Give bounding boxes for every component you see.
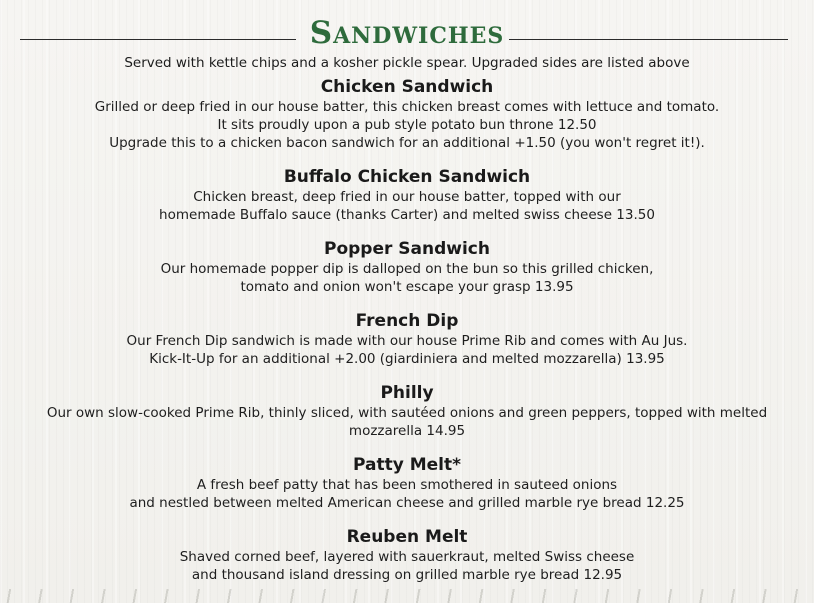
menu-item-description-line: homemade Buffalo sauce (thanks Carter) and melted swiss cheese 13.50 bbox=[159, 207, 655, 223]
menu-item-chicken-sandwich bbox=[0, 76, 814, 152]
menu-item-description-line: Grilled or deep fried in our house batter, this chicken breast comes with lettuce and tomato. bbox=[94, 99, 720, 115]
menu-item-popper-sandwich bbox=[0, 238, 814, 296]
menu-item-description-line: Kick-It-Up for an additional +2.00 (giardiniera and melted mozzarella) 13.95 bbox=[149, 351, 665, 367]
menu-item-name: Reuben Melt bbox=[346, 527, 468, 547]
menu-item-philly bbox=[0, 382, 814, 440]
menu-item-description-line: tomato and onion won't escape your grasp 13.95 bbox=[240, 279, 574, 295]
menu-item-description-line: mozzarella 14.95 bbox=[348, 423, 466, 439]
section-intro: Served with kettle chips and a kosher pickle spear. Upgraded sides are listed above bbox=[124, 55, 690, 71]
decorative-grass-border bbox=[0, 589, 814, 603]
menu-item-reuben-melt bbox=[0, 526, 814, 584]
menu-item-description-line: Our own slow-cooked Prime Rib, thinly sliced, with sautéed onions and green peppers, topped with melted bbox=[46, 405, 768, 421]
menu-item-name: Philly bbox=[380, 383, 434, 403]
menu-item-name: Buffalo Chicken Sandwich bbox=[283, 167, 531, 187]
menu-item-description-line: Upgrade this to a chicken bacon sandwich for an additional +1.50 (you won't regret it!). bbox=[109, 135, 705, 151]
section-header bbox=[0, 10, 814, 52]
section-title: Sandwiches bbox=[309, 15, 505, 51]
menu-item-description-line: It sits proudly upon a pub style potato bun throne 12.50 bbox=[217, 117, 597, 133]
menu-item-patty-melt bbox=[0, 454, 814, 512]
menu-item-description-line: A fresh beef patty that has been smothered in sauteed onions bbox=[196, 477, 618, 493]
menu-item-french-dip bbox=[0, 310, 814, 368]
header-rule-right bbox=[509, 39, 788, 40]
menu-item-description-line: Shaved corned beef, layered with sauerkraut, melted Swiss cheese bbox=[179, 549, 635, 565]
menu-item-name: French Dip bbox=[355, 311, 459, 331]
menu-item-name: Patty Melt* bbox=[352, 455, 462, 475]
menu-item-buffalo-chicken-sandwich bbox=[0, 166, 814, 224]
menu-item-description-line: Chicken breast, deep fried in our house batter, topped with our bbox=[193, 189, 621, 205]
menu-item-description-line: and thousand island dressing on grilled marble rye bread 12.95 bbox=[191, 567, 623, 583]
menu-item-description-line: Our French Dip sandwich is made with our house Prime Rib and comes with Au Jus. bbox=[126, 333, 688, 349]
menu-item-name: Chicken Sandwich bbox=[320, 77, 494, 97]
menu-item-description-line: and nestled between melted American cheese and grilled marble rye bread 12.25 bbox=[129, 495, 685, 511]
menu-item-name: Popper Sandwich bbox=[323, 239, 490, 259]
menu-item-description-line: Our homemade popper dip is dalloped on the bun so this grilled chicken, bbox=[160, 261, 654, 277]
